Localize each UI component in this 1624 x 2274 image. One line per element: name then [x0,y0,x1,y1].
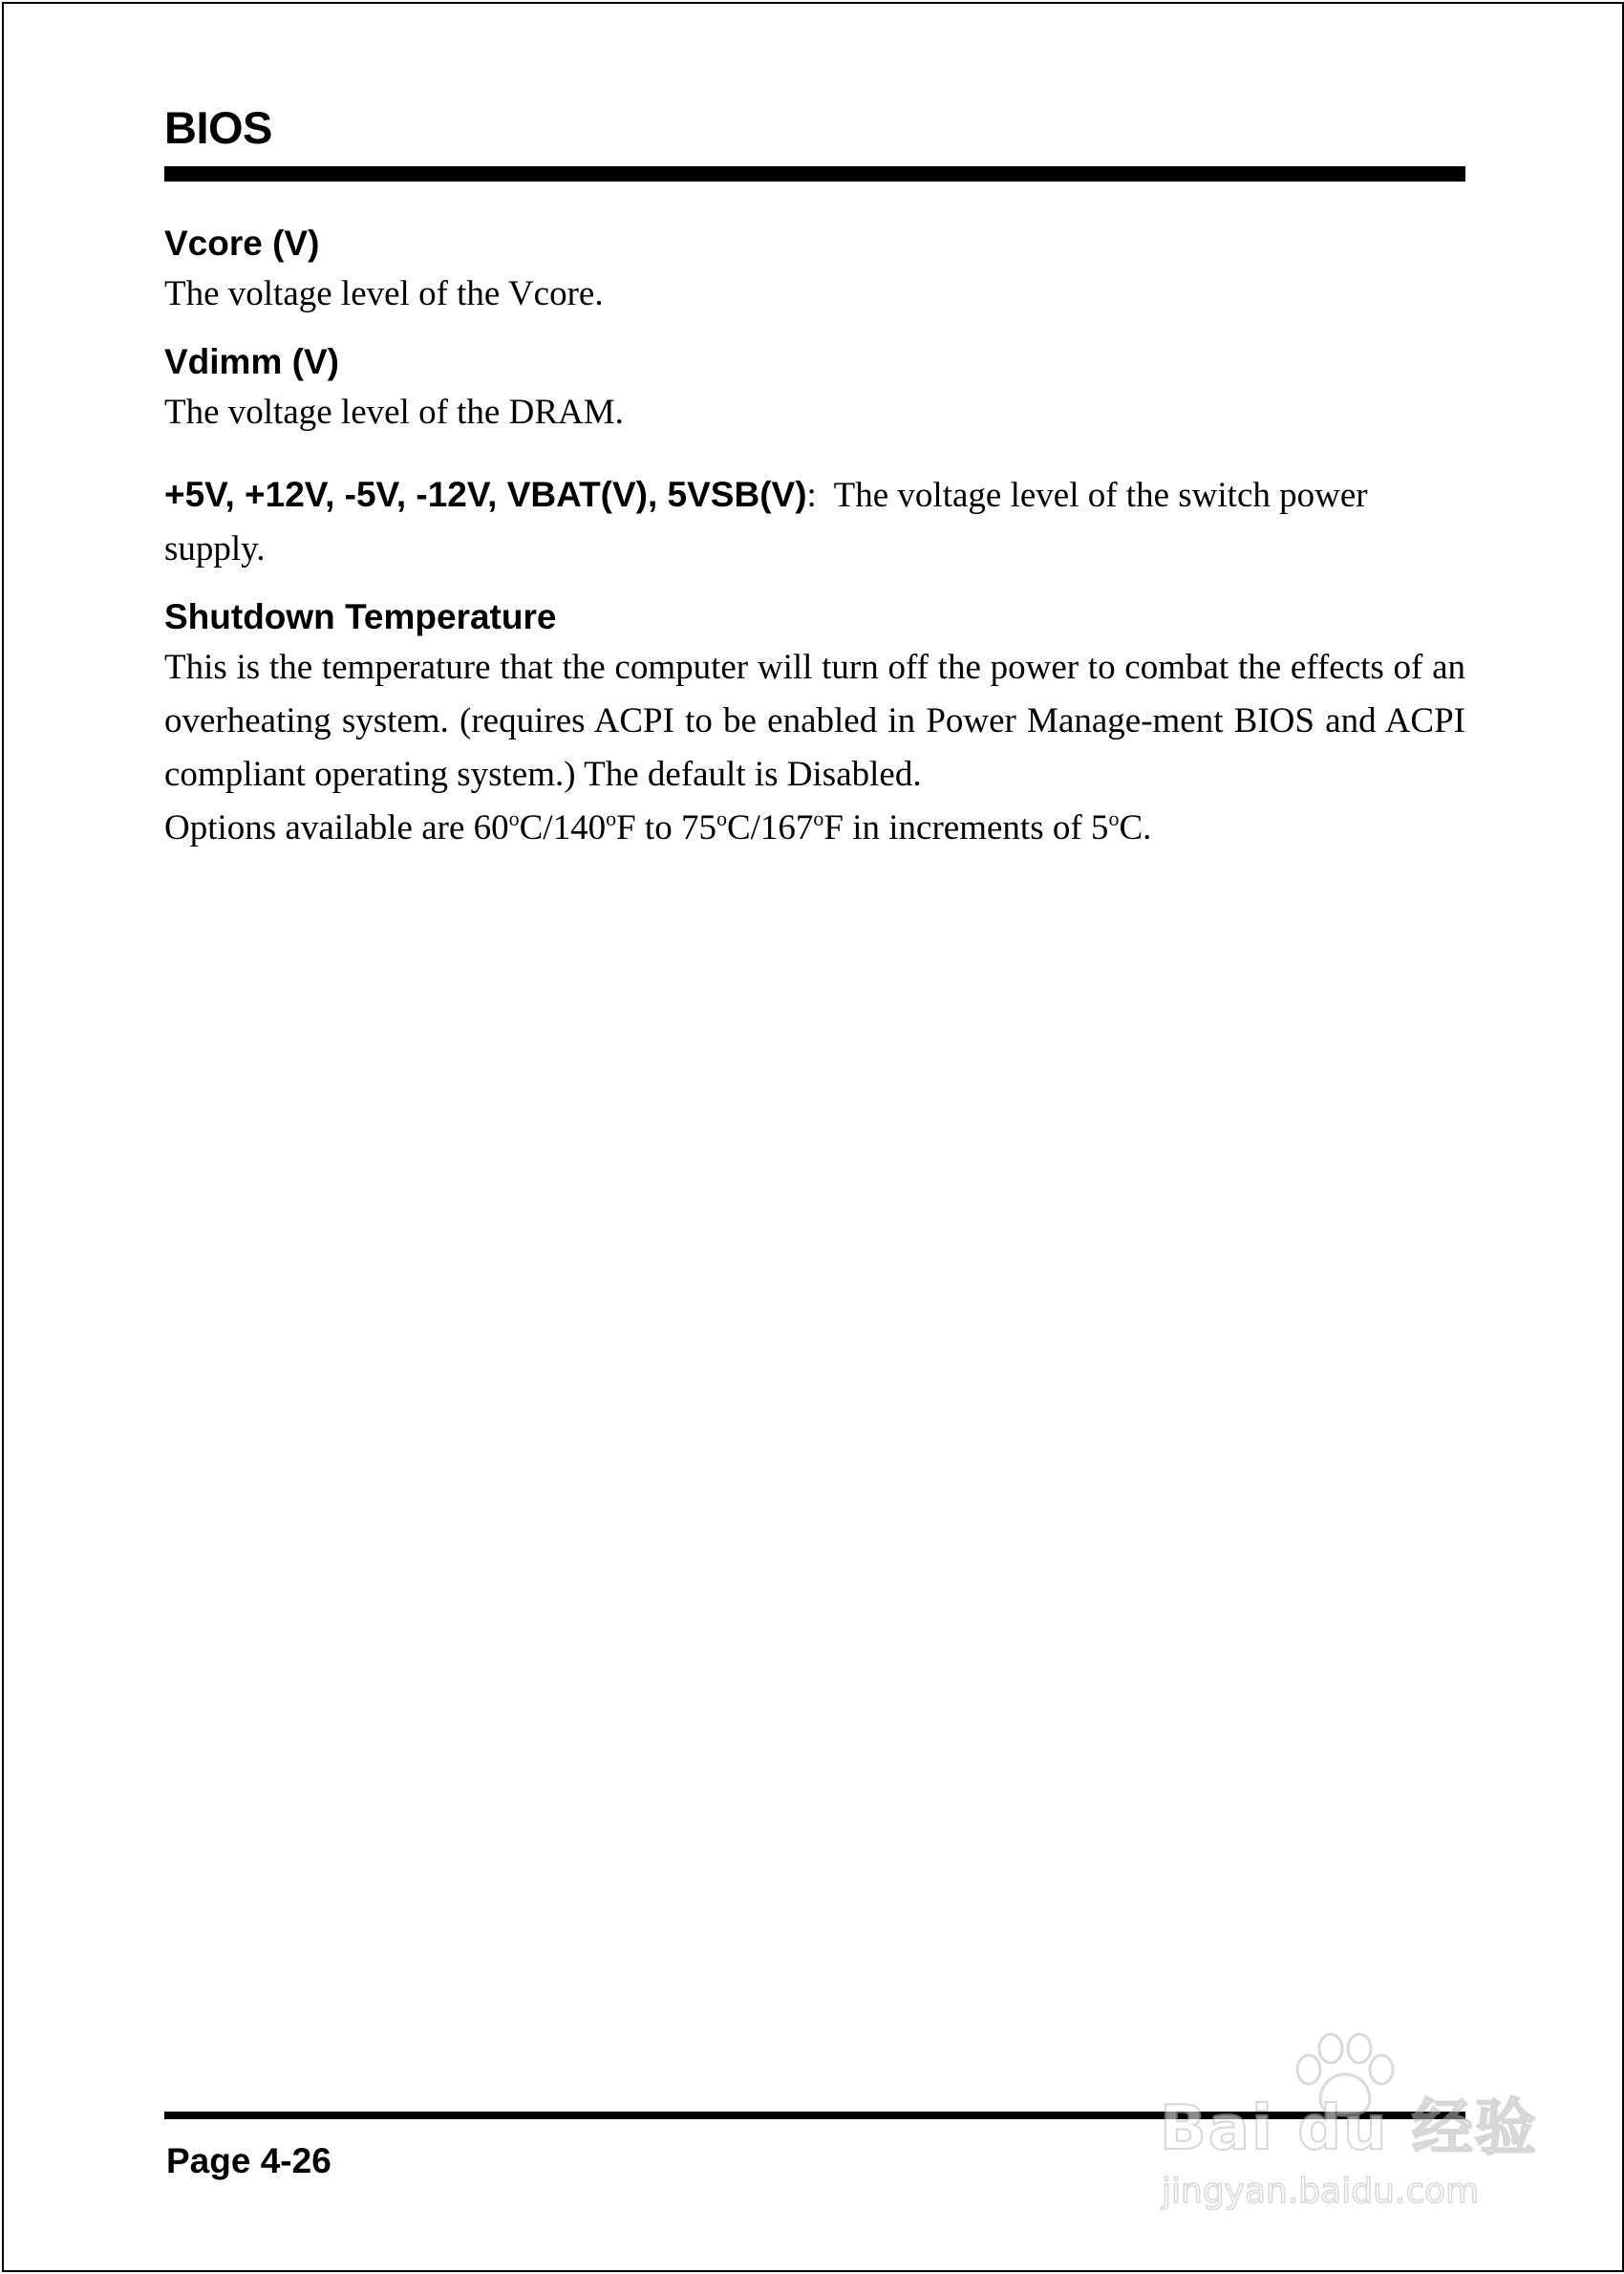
watermark-brand: Bai du 经验 [1160,2093,1538,2164]
vcore-description: The voltage level of the Vcore. [164,274,604,313]
section-vdimm [164,338,1465,440]
options-c3: C. [1119,808,1152,847]
header-rule [164,166,1465,182]
watermark-url: jingyan.baidu.com [1162,2172,1480,2211]
options-c2: C/167 [726,808,814,847]
power-supply-label: +5V, +12V, -5V, -12V, VBAT(V), 5VSB(V) [164,475,807,514]
shutdown-temperature-options [164,802,1465,855]
page-header-title: BIOS [164,102,272,153]
baidu-watermark [1154,2031,1536,2222]
degree-mark: o [1108,806,1120,830]
degree-mark: o [508,806,520,830]
section-power-supply [164,468,1465,576]
shutdown-temperature-heading: Shutdown Temperature [164,597,557,636]
page-number: Page 4-26 [166,2141,331,2180]
degree-mark: o [716,806,727,830]
degree-mark: o [813,806,824,830]
power-supply-separator: : [806,476,817,515]
power-supply-description: The voltage level of the switch power supply. [164,476,1368,568]
options-f2: F in increments of 5 [823,808,1109,847]
vdimm-description: The voltage level of the DRAM. [164,393,624,432]
power-supply-paragraph [164,468,1465,576]
vdimm-heading: Vdimm (V) [164,342,339,381]
vcore-heading: Vcore (V) [164,224,320,263]
section-shutdown-temperature [164,593,1465,855]
options-f1: F to 75 [616,808,716,847]
degree-mark: o [606,806,617,830]
sections [164,220,1465,855]
shutdown-temperature-description: This is the temperature that the computer will turn off the power to combat the effects of an overheating system. (requires ACPI to be enabled in Power Manage-ment BIOS and ACPI compliant operating system.) The default is Disabled. [164,648,1465,794]
options-c1: C/140 [519,808,607,847]
options-prefix: Options available are 60 [164,808,509,847]
section-vcore [164,220,1465,321]
document-page [2,2,1624,2272]
